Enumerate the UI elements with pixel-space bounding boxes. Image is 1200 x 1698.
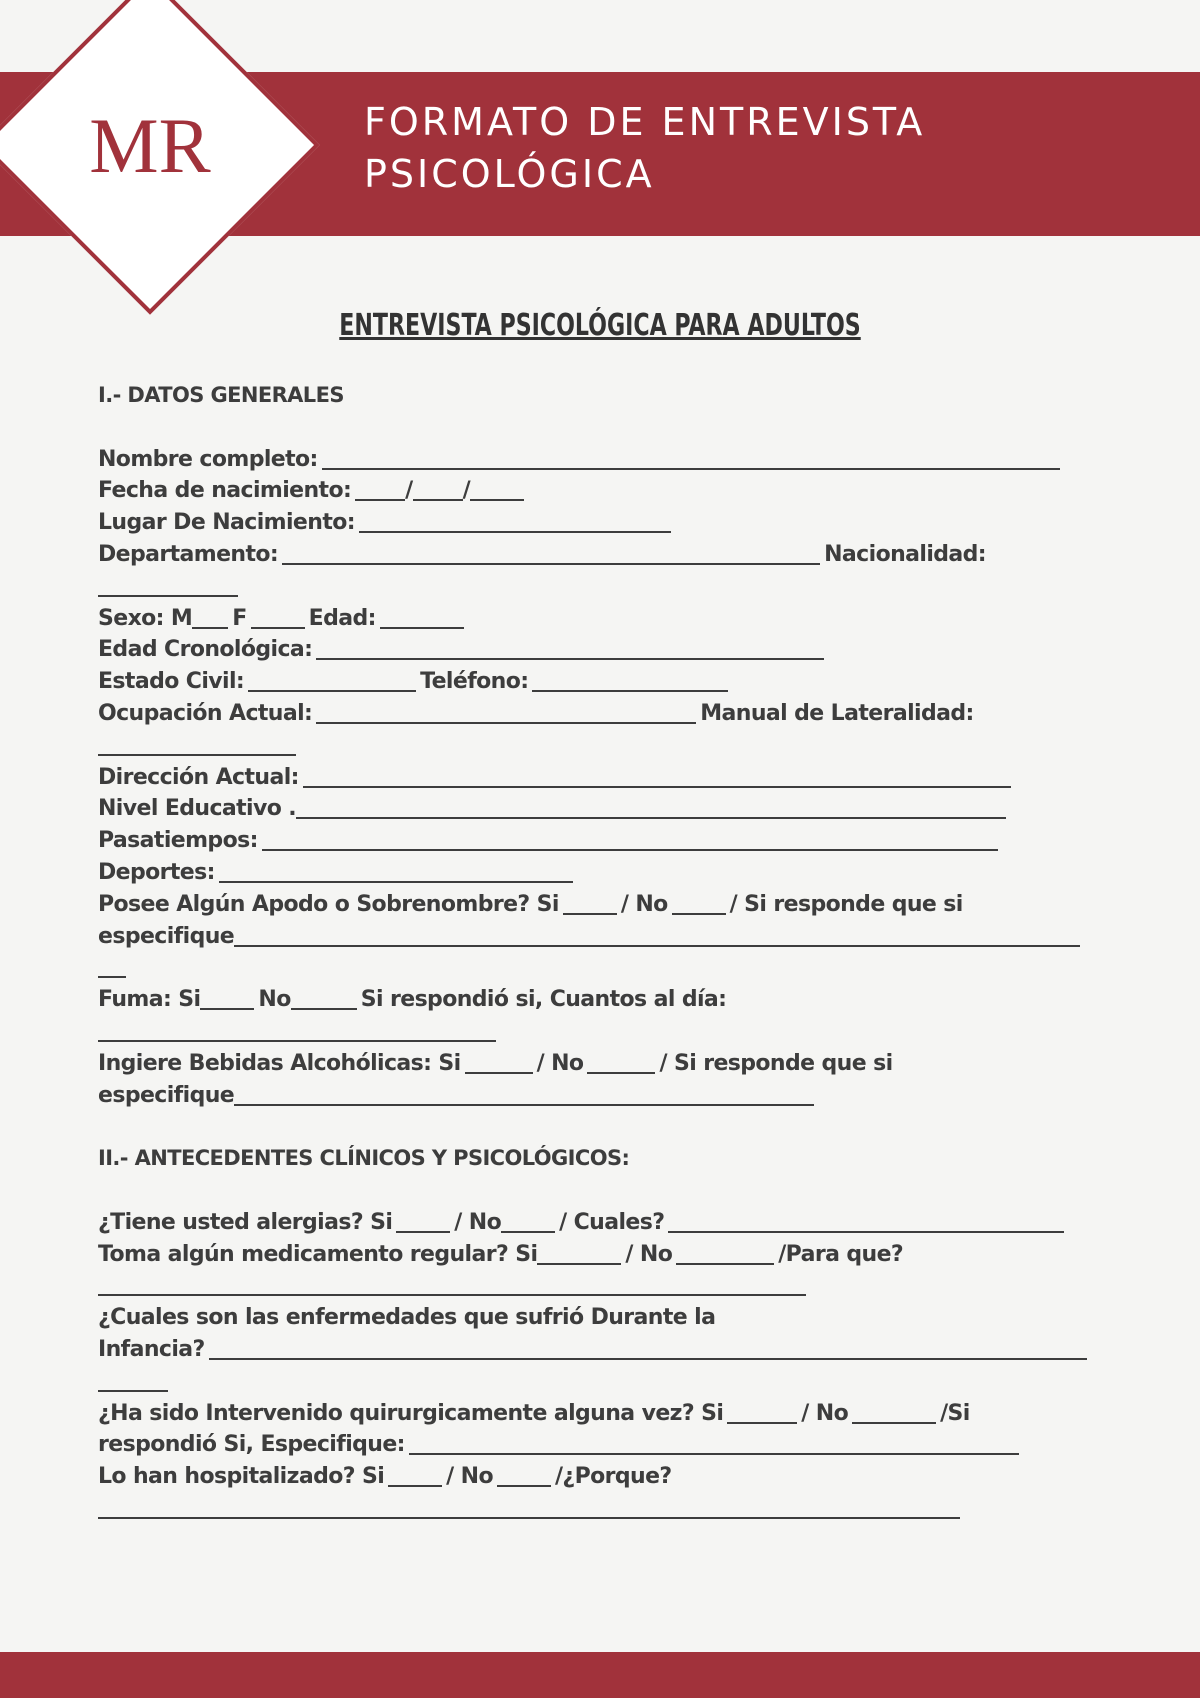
row-apodo-especifique-cont	[98, 952, 1098, 984]
row-direccion	[98, 762, 1098, 794]
label-nacionalidad: Nacionalidad:	[824, 541, 987, 567]
banner-title-line2: PSICOLÓGICA	[364, 152, 655, 196]
infancia-field[interactable]	[209, 1336, 1087, 1360]
row-intervenido	[98, 1398, 1098, 1430]
label-departamento: Departamento:	[98, 541, 279, 567]
label-alergias: ¿Tiene usted alergias? Si	[98, 1209, 393, 1235]
label-bebidas-no: / No	[536, 1050, 584, 1076]
label-alergias-no: / No	[454, 1209, 502, 1235]
document-title: ENTREVISTA PSICOLÓGICA PARA ADULTOS	[339, 308, 861, 343]
sexo-m-field[interactable]	[192, 605, 228, 629]
label-apodo: Posee Algún Apodo o Sobrenombre? Si	[98, 891, 559, 917]
label-fuma-no: No	[258, 987, 291, 1013]
row-nombre	[98, 444, 1098, 476]
label-infancia: Infancia?	[98, 1336, 205, 1362]
apodo-no-field[interactable]	[672, 891, 726, 915]
label-hospitalizado-porque: /¿Porque?	[554, 1464, 672, 1490]
row-fecha: Fecha de nacimiento: / /	[98, 475, 1098, 507]
fuma-no-field[interactable]	[291, 986, 357, 1010]
row-lateralidad-blank	[98, 730, 1098, 762]
apodo-especifique-field-cont[interactable]	[98, 954, 126, 978]
nombre-field[interactable]	[322, 446, 1060, 470]
telefono-field[interactable]	[532, 668, 728, 692]
label-medicamento-no: / No	[625, 1241, 673, 1267]
departamento-field[interactable]	[282, 541, 820, 565]
banner-title-line1: FORMATO DE ENTREVISTA	[364, 100, 926, 144]
row-medicamento-para-que-blank	[98, 1270, 1098, 1302]
label-ocupacion: Ocupación Actual:	[98, 700, 313, 726]
label-estado-civil: Estado Civil:	[98, 669, 245, 695]
ocupacion-field[interactable]	[316, 700, 696, 724]
label-telefono: Teléfono:	[420, 669, 529, 695]
row-infancia	[98, 1334, 1098, 1366]
infancia-field-cont[interactable]	[98, 1368, 168, 1392]
label-fuma-cuantos: Si respondió si, Cuantos al día:	[360, 987, 727, 1013]
label-hospitalizado: Lo han hospitalizado? Si	[98, 1464, 385, 1490]
lateralidad-field[interactable]	[98, 732, 296, 756]
row-deportes	[98, 857, 1098, 889]
row-sexo	[98, 603, 1098, 635]
label-pasatiempos: Pasatiempos:	[98, 828, 258, 854]
edad-field[interactable]	[380, 605, 464, 629]
label-intervenido-si: /Si	[940, 1400, 970, 1426]
lugar-field[interactable]	[359, 509, 671, 533]
footer-band	[0, 1652, 1200, 1698]
intervenido-especifique-field[interactable]	[409, 1431, 1019, 1455]
row-fuma	[98, 984, 1098, 1016]
section-heading-datos-generales: I.- DATOS GENERALES	[98, 383, 344, 407]
row-apodo	[98, 889, 1098, 921]
logo-monogram: MR	[89, 102, 211, 189]
sexo-f-field[interactable]	[251, 605, 305, 629]
label-enfermedades: ¿Cuales son las enfermedades que sufrió Durante la	[98, 1305, 716, 1331]
medicamento-si-field[interactable]	[537, 1241, 621, 1265]
apodo-especifique-field[interactable]	[234, 923, 1080, 947]
medicamento-no-field[interactable]	[676, 1241, 774, 1265]
section-heading-antecedentes: II.- ANTECEDENTES CLÍNICOS Y PSICOLÓGICOS:	[98, 1146, 630, 1171]
label-intervenido-no: / No	[801, 1400, 849, 1426]
row-bebidas-especifique	[98, 1080, 1098, 1112]
label-edad: Edad:	[308, 605, 376, 631]
apodo-si-field[interactable]	[563, 891, 617, 915]
hospitalizado-porque-field[interactable]	[98, 1495, 960, 1519]
estado-civil-field[interactable]	[248, 668, 416, 692]
row-hospitalizado	[98, 1461, 1098, 1493]
label-edad-cronologica: Edad Cronológica:	[98, 637, 313, 663]
fuma-si-field[interactable]	[200, 986, 254, 1010]
label-bebidas: Ingiere Bebidas Alcohólicas: Si	[98, 1050, 461, 1076]
row-estado-civil	[98, 666, 1098, 698]
bebidas-especifique-field[interactable]	[234, 1082, 814, 1106]
label-apodo-si-responde: / Si responde que si	[729, 891, 963, 917]
label-medicamento-para-que: /Para que?	[778, 1241, 904, 1267]
bebidas-no-field[interactable]	[587, 1050, 655, 1074]
label-medicamento: Toma algún medicamento regular? Si	[98, 1241, 538, 1267]
intervenido-si-field[interactable]	[727, 1400, 797, 1424]
fuma-cuantos-field[interactable]	[98, 1018, 496, 1042]
label-nivel: Nivel Educativo .	[98, 796, 297, 822]
label-sexo-m: Sexo: M	[98, 605, 193, 631]
fecha-year-field[interactable]	[470, 477, 524, 501]
bebidas-si-field[interactable]	[465, 1050, 533, 1074]
row-ocupacion	[98, 698, 1098, 730]
label-intervenido: ¿Ha sido Intervenido quirurgicamente alguna vez? Si	[98, 1400, 724, 1426]
label-sexo-f: F	[232, 605, 247, 631]
row-edad-cronologica	[98, 634, 1098, 666]
row-bebidas	[98, 1048, 1098, 1080]
label-apodo-especifique: especifique	[98, 923, 235, 949]
alergias-cuales-field[interactable]	[668, 1209, 1064, 1233]
alergias-si-field[interactable]	[396, 1209, 450, 1233]
label-lugar: Lugar De Nacimiento:	[98, 510, 355, 536]
hospitalizado-no-field[interactable]	[497, 1463, 551, 1487]
hospitalizado-si-field[interactable]	[388, 1463, 442, 1487]
row-lugar	[98, 507, 1098, 539]
edad-cronologica-field[interactable]	[316, 636, 824, 660]
row-apodo-especifique	[98, 921, 1098, 953]
row-alergias	[98, 1207, 1098, 1239]
label-bebidas-especifique: especifique	[98, 1082, 235, 1108]
label-hospitalizado-no: / No	[446, 1464, 493, 1490]
row-nacionalidad-blank	[98, 571, 1098, 603]
label-alergias-cuales: / Cuales?	[559, 1209, 665, 1235]
row-enfermedades	[98, 1302, 1098, 1334]
label-nombre: Nombre completo:	[98, 446, 318, 472]
nacionalidad-field[interactable]	[98, 573, 238, 597]
label-bebidas-si-responde: / Si responde que si	[659, 1050, 893, 1076]
label-lateralidad: Manual de Lateralidad:	[700, 700, 974, 726]
row-nivel	[98, 793, 1098, 825]
row-intervenido-especifique	[98, 1429, 1098, 1461]
form-content	[98, 380, 1098, 1525]
row-hospitalizado-porque-blank	[98, 1493, 1098, 1525]
label-fuma: Fuma: Si	[98, 987, 201, 1013]
row-infancia-cont	[98, 1366, 1098, 1398]
label-deportes: Deportes:	[98, 859, 215, 885]
label-apodo-no: / No	[620, 891, 668, 917]
alergias-no-field[interactable]	[501, 1209, 555, 1233]
nivel-field[interactable]	[296, 795, 1006, 819]
banner-title	[364, 96, 925, 200]
deportes-field[interactable]	[219, 859, 573, 883]
label-fecha: Fecha de nacimiento:	[98, 478, 352, 504]
fecha-month-field[interactable]	[413, 477, 463, 501]
label-intervenido-especifique: respondió Si, Especifique:	[98, 1432, 405, 1458]
row-departamento	[98, 539, 1098, 571]
direccion-field[interactable]	[303, 764, 1011, 788]
pasatiempos-field[interactable]	[262, 827, 998, 851]
medicamento-para-que-field[interactable]	[98, 1272, 806, 1296]
row-fuma-cuantos-blank	[98, 1016, 1098, 1048]
row-pasatiempos	[98, 825, 1098, 857]
fecha-day-field[interactable]	[355, 477, 405, 501]
intervenido-no-field[interactable]	[852, 1400, 936, 1424]
row-medicamento	[98, 1239, 1098, 1271]
label-direccion: Dirección Actual:	[98, 764, 299, 790]
